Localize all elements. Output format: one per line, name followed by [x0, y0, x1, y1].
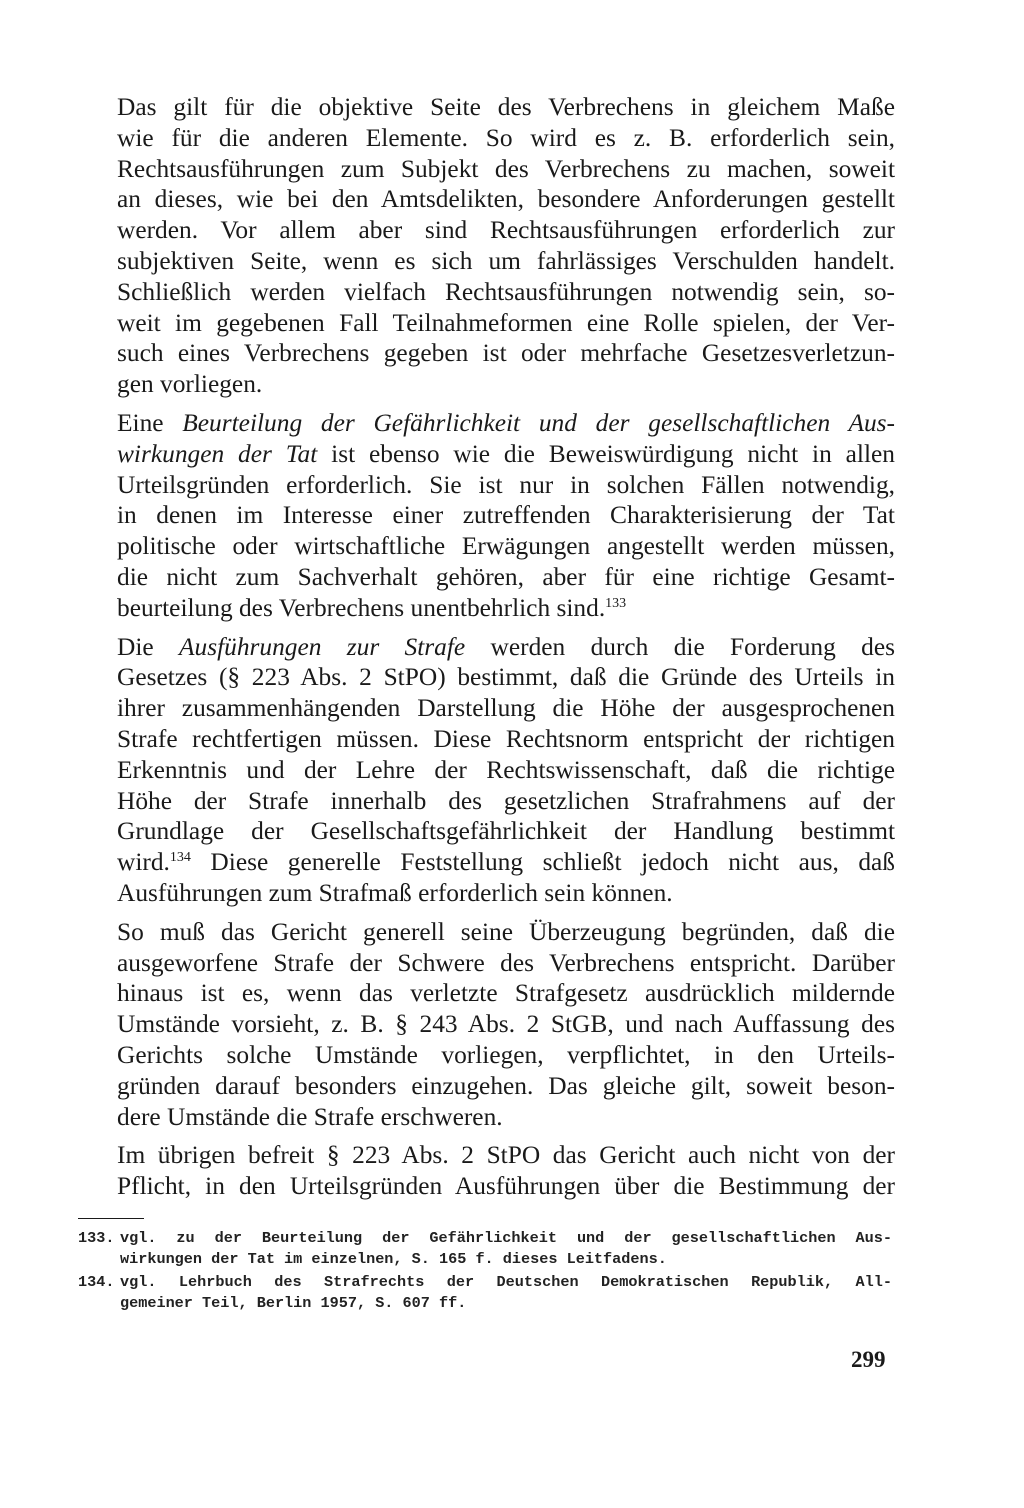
text-run: beurteilung des Verbrechens unentbehrlich sind. — [117, 593, 606, 622]
text-line: werden. Vor allem aber sind Rechtsausführungen erforderlich zur — [117, 216, 895, 245]
paragraph-4 — [77, 917, 895, 1133]
text-line: politische oder wirtschaftliche Erwägungen angestellt werden müssen, — [117, 532, 895, 561]
footnote-line: gemeiner Teil, Berlin 1957, S. 607 ff. — [120, 1294, 467, 1312]
text-line: dere Umstände die Strafe erschweren. — [117, 1102, 503, 1131]
italic-term: Beurteilung der Gefährlichkeit und der gesellschaftlichen Aus- — [182, 408, 895, 437]
text-run: Eine — [117, 408, 183, 437]
text-line: Im übrigen befreit § 223 Abs. 2 StPO das Gericht auch nicht von der — [117, 1141, 895, 1170]
text-line: Umstände vorsieht, z. B. § 243 Abs. 2 StGB, und nach Auffassung des — [117, 1010, 895, 1039]
footnote-line: vgl. Lehrbuch des Strafrechts der Deutschen Demokratischen Republik, All- — [120, 1273, 892, 1291]
text-line: Gerichts solche Umstände vorliegen, verpflichtet, in den Urteils- — [117, 1040, 895, 1069]
footnote-ref-133[interactable]: 133 — [605, 595, 627, 611]
text-line: Gesetzes (§ 223 Abs. 2 StPO) bestimmt, daß die Gründe des Urteils in — [117, 663, 895, 692]
footnote-ref-134[interactable]: 134 — [169, 850, 191, 866]
text-line: Strafe rechtfertigen müssen. Diese Rechtsnorm entspricht der richtigen — [117, 724, 895, 753]
text-line: Schließlich werden vielfach Rechtsausführungen notwendig sein, so- — [117, 277, 895, 306]
text-line: ihrer zusammenhängenden Darstellung die Höhe der ausgesprochenen — [117, 694, 895, 723]
text-line: Pflicht, in den Urteilsgründen Ausführungen über die Bestimmung der — [117, 1172, 895, 1201]
text-run: Die — [117, 632, 179, 661]
text-line: Das gilt für die objektive Seite des Verbrechens in gleichem Maße — [117, 93, 895, 121]
footnote-number: 133. — [78, 1229, 115, 1247]
text-line: Ausführungen zum Strafmaß erforderlich sein können. — [117, 878, 673, 907]
text-line: gründen darauf besonders einzugehen. Das gleiche gilt, soweit beson- — [117, 1071, 895, 1100]
italic-term: wirkungen der Tat — [117, 439, 318, 468]
footnote-line: wirkungen der Tat im einzelnen, S. 165 f. dieses Leitfadens. — [120, 1250, 667, 1268]
footnote-number: 134. — [78, 1273, 115, 1291]
text-line: weit im gegebenen Fall Teilnahmeformen eine Rolle spielen, der Ver- — [117, 308, 895, 337]
footnote-134 — [78, 1272, 892, 1314]
italic-term: Ausführungen zur Strafe — [178, 632, 466, 661]
text-run: ist ebenso wie die Beweiswürdigung nicht in allen — [317, 439, 895, 468]
text-run: Diese generelle Feststellung schließt jedoch nicht aus, daß — [190, 848, 895, 877]
text-run: werden durch die Forderung des — [465, 632, 895, 661]
text-line: such eines Verbrechens gegeben ist oder mehrfache Gesetzesverletzun- — [117, 339, 895, 368]
paragraph-2 — [77, 408, 895, 624]
text-line: hinaus ist es, wenn das verletzte Strafgesetz ausdrücklich mildernde — [117, 979, 895, 1008]
text-line: Erkenntnis und der Lehre der Rechtswissenschaft, daß die richtige — [117, 755, 895, 784]
text-line: gen vorliegen. — [117, 370, 263, 399]
text-line: Grundlage der Gesellschaftsgefährlichkeit der Handlung bestimmt — [117, 817, 895, 846]
text-line — [77, 632, 895, 663]
text-line: Höhe der Strafe innerhalb des gesetzlichen Strafrahmens auf der — [117, 786, 895, 815]
text-line: subjektiven Seite, wenn es sich um fahrlässiges Verschulden handelt. — [117, 246, 895, 275]
text-line: wie für die anderen Elemente. So wird es z. B. erforderlich sein, — [117, 123, 895, 152]
paragraph-1 — [77, 92, 895, 400]
body-text — [77, 92, 895, 1210]
footnote-133 — [78, 1228, 892, 1270]
paragraph-3 — [77, 632, 895, 909]
text-line: an dieses, wie bei den Amtsdelikten, besondere Anforderungen gestellt — [117, 185, 895, 214]
text-line: in denen im Interesse einer zutreffenden Charakterisierung der Tat — [117, 501, 895, 530]
text-line — [77, 439, 895, 470]
text-line — [77, 847, 895, 878]
text-line: Urteilsgründen erforderlich. Sie ist nur in solchen Fällen notwendig, — [117, 470, 895, 499]
paragraph-5 — [77, 1140, 895, 1202]
text-line: ausgeworfene Strafe der Schwere des Verbrechens entspricht. Darüber — [117, 948, 895, 977]
text-line: Rechtsausführungen zum Subjekt des Verbrechens zu machen, soweit — [117, 154, 895, 183]
footnote-line: vgl. zu der Beurteilung der Gefährlichkeit und der gesellschaftlichen Aus- — [120, 1229, 892, 1247]
text-line: So muß das Gericht generell seine Überzeugung begründen, daß die — [117, 917, 895, 946]
page-number: 299 — [851, 1347, 886, 1372]
text-line — [77, 593, 895, 624]
text-line: die nicht zum Sachverhalt gehören, aber für eine richtige Gesamt- — [117, 562, 895, 591]
text-run: wird. — [117, 848, 170, 877]
footnotes — [78, 1228, 892, 1316]
text-line — [77, 408, 895, 439]
footnote-divider — [78, 1218, 144, 1219]
